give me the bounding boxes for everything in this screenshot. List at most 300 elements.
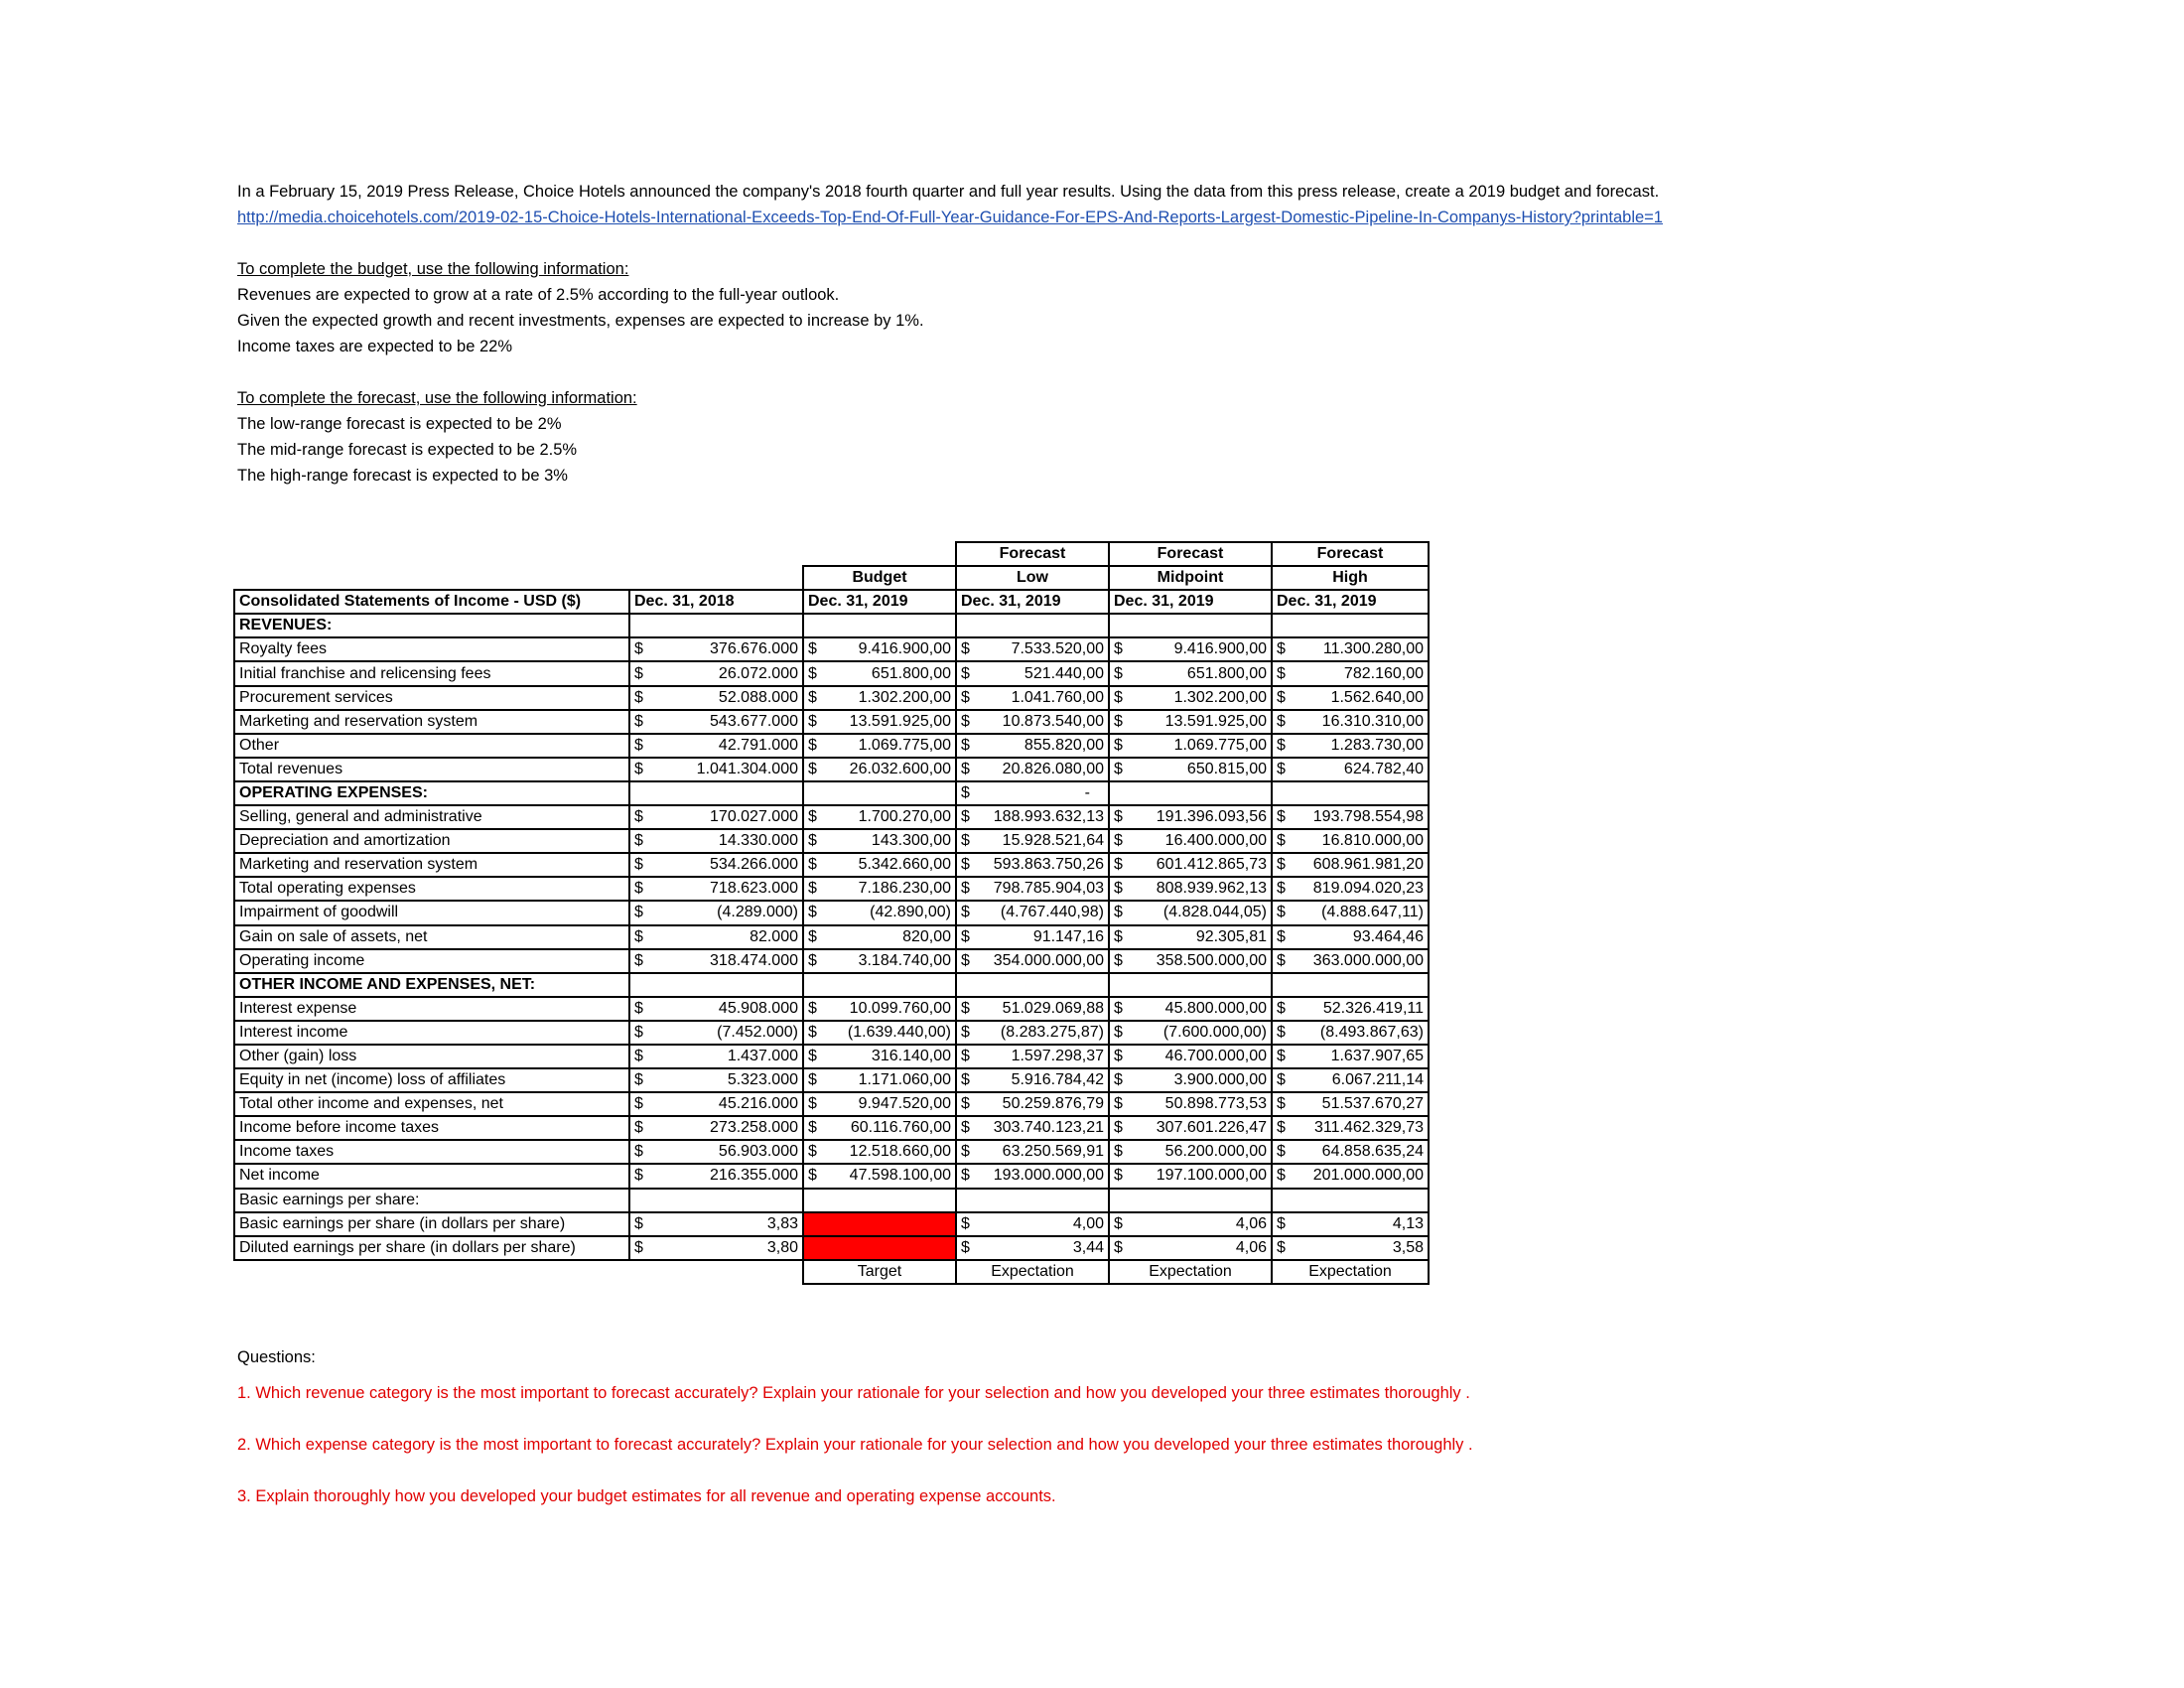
forecast-heading: To complete the forecast, use the following information: bbox=[237, 389, 637, 407]
dollar-sign: $ bbox=[629, 829, 657, 853]
dollar-sign: $ bbox=[1277, 1119, 1286, 1137]
forecast-mid-value bbox=[1109, 710, 1272, 734]
forecast-mid-value bbox=[1109, 1021, 1272, 1045]
row-label: Gain on sale of assets, net bbox=[234, 925, 629, 949]
forecast-mid-value bbox=[1109, 1116, 1272, 1140]
forecast-low-value bbox=[956, 1164, 1109, 1188]
empty-cell bbox=[1109, 973, 1272, 997]
forecast-low-value bbox=[956, 901, 1109, 924]
empty-cell bbox=[1109, 1189, 1272, 1212]
forecast-mid-value bbox=[1109, 758, 1272, 781]
cell-value: 20.826.080,00 bbox=[1002, 760, 1104, 777]
table-row bbox=[234, 1045, 1429, 1068]
forecast-high-value bbox=[1272, 1236, 1429, 1260]
cell-value: 593.863.750,26 bbox=[993, 856, 1104, 874]
cell-value: 50.898.773,53 bbox=[1164, 1095, 1267, 1113]
dollar-sign: $ bbox=[808, 640, 817, 658]
cell-value: 601.412.865,73 bbox=[1156, 856, 1267, 874]
eps-target-cell bbox=[803, 1212, 956, 1236]
forecast-low-value bbox=[956, 1140, 1109, 1164]
dollar-sign: $ bbox=[1277, 904, 1286, 921]
dollar-sign: $ bbox=[1114, 880, 1123, 898]
dash: - bbox=[1084, 783, 1090, 801]
forecast-high-value bbox=[1272, 637, 1429, 661]
cell-value: (42.890,00) bbox=[870, 904, 951, 921]
empty-cell bbox=[1109, 781, 1272, 805]
cell-value: 1.171.060,00 bbox=[858, 1071, 951, 1089]
cell-value: 1.302.200,00 bbox=[858, 688, 951, 706]
dollar-sign: $ bbox=[629, 1045, 657, 1068]
cell-value: 651.800,00 bbox=[1186, 664, 1267, 682]
footer-row bbox=[234, 1260, 1429, 1284]
question-1: 1. Which revenue category is the most important to forecast accurately? Explain your rationale for your selection and how you developed your three estimates thoroughly . bbox=[237, 1384, 1470, 1402]
budget-line: Income taxes are expected to be 22% bbox=[237, 338, 513, 355]
cell-value: 52.326.419,11 bbox=[1322, 999, 1424, 1017]
footer-expectation-low: Expectation bbox=[956, 1260, 1109, 1284]
dollar-sign: $ bbox=[1114, 640, 1123, 658]
dollar-sign: $ bbox=[1114, 808, 1123, 826]
value-2018: 5.323.000 bbox=[657, 1068, 803, 1092]
dollar-sign: $ bbox=[1277, 664, 1286, 682]
footer-expectation-mid: Expectation bbox=[1109, 1260, 1272, 1284]
budget-value bbox=[803, 710, 956, 734]
dollar-sign: $ bbox=[961, 832, 970, 850]
forecast-low-value bbox=[956, 734, 1109, 758]
cell-value: 521.440,00 bbox=[1024, 664, 1104, 682]
cell-value: 1.069.775,00 bbox=[858, 736, 951, 754]
value-2018: (4.289.000) bbox=[657, 901, 803, 924]
forecast-mid-value bbox=[1109, 829, 1272, 853]
cell-value: 820,00 bbox=[902, 927, 951, 945]
forecast-high-value bbox=[1272, 686, 1429, 710]
income-statement-table bbox=[233, 541, 1430, 1285]
row-label: Impairment of goodwill bbox=[234, 901, 629, 924]
cell-value: 303.740.123,21 bbox=[993, 1119, 1104, 1137]
budget-value bbox=[803, 1021, 956, 1045]
forecast-mid-value bbox=[1109, 949, 1272, 973]
cell-value: 13.591.925,00 bbox=[1164, 712, 1267, 730]
low-header: Low bbox=[956, 566, 1109, 590]
dollar-sign: $ bbox=[961, 1023, 970, 1041]
dollar-sign: $ bbox=[1114, 1071, 1123, 1089]
table-row bbox=[234, 758, 1429, 781]
forecast-high-value bbox=[1272, 1021, 1429, 1045]
forecast-high-value bbox=[1272, 877, 1429, 901]
dollar-sign: $ bbox=[808, 1048, 817, 1065]
question-3: 3. Explain thoroughly how you developed your budget estimates for all revenue and operating expense accounts. bbox=[237, 1487, 1056, 1505]
dollar-sign: $ bbox=[1277, 712, 1286, 730]
cell-value: 9.416.900,00 bbox=[1173, 640, 1267, 658]
cell-value: 16.310.310,00 bbox=[1321, 712, 1424, 730]
table-row bbox=[234, 1068, 1429, 1092]
dollar-sign: $ bbox=[961, 999, 970, 1017]
table-row bbox=[234, 1212, 1429, 1236]
cell-value: 51.029.069,88 bbox=[1002, 999, 1104, 1017]
forecast-low-value bbox=[956, 949, 1109, 973]
value-2018: 318.474.000 bbox=[657, 949, 803, 973]
dollar-sign: $ bbox=[1277, 1048, 1286, 1065]
forecast-low-header: Forecast bbox=[956, 542, 1109, 566]
value-2018: 42.791.000 bbox=[657, 734, 803, 758]
budget-value bbox=[803, 997, 956, 1021]
forecast-mid-value bbox=[1109, 853, 1272, 877]
dollar-sign: $ bbox=[808, 1167, 817, 1185]
row-label: Basic earnings per share (in dollars per share) bbox=[234, 1212, 629, 1236]
value-2018: 543.677.000 bbox=[657, 710, 803, 734]
forecast-high-value bbox=[1272, 1068, 1429, 1092]
empty-cell bbox=[1109, 614, 1272, 637]
row-label: Initial franchise and relicensing fees bbox=[234, 661, 629, 685]
dollar-sign: $ bbox=[1277, 927, 1286, 945]
budget-value bbox=[803, 758, 956, 781]
value-2018: 3,80 bbox=[657, 1236, 803, 1260]
forecast-low-value bbox=[956, 1116, 1109, 1140]
dollar-sign: $ bbox=[808, 999, 817, 1017]
empty-cell bbox=[1272, 973, 1429, 997]
dollar-sign: $ bbox=[1114, 832, 1123, 850]
row-label: Equity in net (income) loss of affiliates bbox=[234, 1068, 629, 1092]
dollar-sign: $ bbox=[629, 1116, 657, 1140]
dollar-sign: $ bbox=[629, 758, 657, 781]
budget-value bbox=[803, 1068, 956, 1092]
row-label: Net income bbox=[234, 1164, 629, 1188]
cell-value: (4.767.440,98) bbox=[1000, 904, 1104, 921]
forecast-low-value bbox=[956, 1236, 1109, 1260]
cell-value: 358.500.000,00 bbox=[1156, 951, 1267, 969]
row-label: Income before income taxes bbox=[234, 1116, 629, 1140]
cell-value: (7.600.000,00) bbox=[1162, 1023, 1267, 1041]
row-label: Interest expense bbox=[234, 997, 629, 1021]
dollar-sign: $ bbox=[1277, 880, 1286, 898]
budget-value bbox=[803, 1140, 956, 1164]
cell-value: 819.094.020,23 bbox=[1312, 880, 1424, 898]
budget-value bbox=[803, 637, 956, 661]
cell-value: 4,13 bbox=[1392, 1214, 1424, 1232]
intro-text: In a February 15, 2019 Press Release, Choice Hotels announced the company's 2018 fourth quarter and full year results. Using the data from this press release, create a 2019 budget and forecast. bbox=[237, 183, 1660, 201]
row-label: Income taxes bbox=[234, 1140, 629, 1164]
cell-value: 3.184.740,00 bbox=[858, 951, 951, 969]
dollar-sign: $ bbox=[961, 927, 970, 945]
cell-value: 354.000.000,00 bbox=[993, 951, 1104, 969]
dollar-sign: $ bbox=[1114, 688, 1123, 706]
forecast-mid-value bbox=[1109, 686, 1272, 710]
cell-value: 1.041.760,00 bbox=[1011, 688, 1104, 706]
dollar-sign: $ bbox=[808, 1023, 817, 1041]
forecast-high-value bbox=[1272, 805, 1429, 829]
dollar-sign: $ bbox=[1277, 1214, 1286, 1232]
dollar-sign: $ bbox=[1114, 1095, 1123, 1113]
dollar-sign: $ bbox=[961, 880, 970, 898]
questions-heading: Questions: bbox=[237, 1348, 316, 1366]
footer-expectation-high: Expectation bbox=[1272, 1260, 1429, 1284]
questions-block bbox=[237, 1344, 1473, 1509]
eps-label: Basic earnings per share: bbox=[234, 1189, 629, 1212]
dollar-sign: $ bbox=[629, 1164, 657, 1188]
dollar-sign: $ bbox=[961, 1214, 970, 1232]
cell-value: 12.518.660,00 bbox=[849, 1143, 951, 1161]
row-label: Total revenues bbox=[234, 758, 629, 781]
table-row bbox=[234, 877, 1429, 901]
cell-value: 188.993.632,13 bbox=[993, 808, 1104, 826]
cell-value: 1.069.775,00 bbox=[1173, 736, 1267, 754]
budget-header: Budget bbox=[803, 566, 956, 590]
dollar-sign: $ bbox=[808, 712, 817, 730]
cell-value: 46.700.000,00 bbox=[1164, 1048, 1267, 1065]
forecast-high-value bbox=[1272, 1045, 1429, 1068]
cell-value: 10.099.760,00 bbox=[849, 999, 951, 1017]
row-label: Total operating expenses bbox=[234, 877, 629, 901]
question-2: 2. Which expense category is the most important to forecast accurately? Explain your rationale for your selection and how you developed your three estimates thoroughly . bbox=[237, 1436, 1473, 1454]
forecast-low-value bbox=[956, 805, 1109, 829]
forecast-mid-value bbox=[1109, 925, 1272, 949]
row-label: Marketing and reservation system bbox=[234, 853, 629, 877]
dollar-sign: $ bbox=[1114, 951, 1123, 969]
cell-value: 1.302.200,00 bbox=[1173, 688, 1267, 706]
dollar-sign: $ bbox=[1277, 1071, 1286, 1089]
cell-value: 808.939.962,13 bbox=[1156, 880, 1267, 898]
empty-cell bbox=[1272, 1189, 1429, 1212]
cell-value: 143.300,00 bbox=[871, 832, 951, 850]
cell-value: 63.250.569,91 bbox=[1002, 1143, 1104, 1161]
dollar-sign: $ bbox=[961, 1119, 970, 1137]
cell-value: 15.928.521,64 bbox=[1002, 832, 1104, 850]
eps-target-cell bbox=[803, 1236, 956, 1260]
forecast-low-value bbox=[956, 1068, 1109, 1092]
value-2018: 45.216.000 bbox=[657, 1092, 803, 1116]
budget-value bbox=[803, 901, 956, 924]
budget-value bbox=[803, 734, 956, 758]
table-row bbox=[234, 1092, 1429, 1116]
dollar-sign: $ bbox=[808, 664, 817, 682]
dollar-sign: $ bbox=[961, 1095, 970, 1113]
high-header: High bbox=[1272, 566, 1429, 590]
forecast-high-value bbox=[1272, 997, 1429, 1021]
dollar-sign: $ bbox=[1114, 927, 1123, 945]
cell-value: 47.598.100,00 bbox=[849, 1167, 951, 1185]
dollar-sign: $ bbox=[808, 688, 817, 706]
row-label: Selling, general and administrative bbox=[234, 805, 629, 829]
forecast-low-value bbox=[956, 1021, 1109, 1045]
dollar-sign: $ bbox=[629, 661, 657, 685]
intro-block bbox=[237, 179, 1663, 489]
statement-title: Consolidated Statements of Income - USD ($) bbox=[234, 590, 629, 614]
forecast-mid-value bbox=[1109, 1212, 1272, 1236]
forecast-high-value bbox=[1272, 853, 1429, 877]
forecast-high-value bbox=[1272, 1092, 1429, 1116]
date-mid-2019: Dec. 31, 2019 bbox=[1109, 590, 1272, 614]
budget-value bbox=[803, 661, 956, 685]
forecast-mid-value bbox=[1109, 1236, 1272, 1260]
cell-value: 45.800.000,00 bbox=[1164, 999, 1267, 1017]
dollar-sign: $ bbox=[808, 856, 817, 874]
cell-value: 193.798.554,98 bbox=[1312, 808, 1424, 826]
empty-cell bbox=[1272, 614, 1429, 637]
cell-value: 56.200.000,00 bbox=[1164, 1143, 1267, 1161]
table-row bbox=[234, 734, 1429, 758]
cell-value: 9.947.520,00 bbox=[858, 1095, 951, 1113]
dollar-sign: $ bbox=[629, 805, 657, 829]
dollar-sign: $ bbox=[961, 712, 970, 730]
cell-value: (1.639.440,00) bbox=[847, 1023, 951, 1041]
budget-value bbox=[803, 1164, 956, 1188]
cell-value: 1.283.730,00 bbox=[1330, 736, 1424, 754]
dollar-sign: $ bbox=[961, 760, 970, 777]
forecast-mid-value bbox=[1109, 661, 1272, 685]
dollar-sign: $ bbox=[1114, 1143, 1123, 1161]
forecast-mid-value bbox=[1109, 734, 1272, 758]
dollar-sign: $ bbox=[808, 808, 817, 826]
dollar-sign: $ bbox=[961, 783, 970, 801]
forecast-high-value bbox=[1272, 949, 1429, 973]
other-section-row bbox=[234, 973, 1429, 997]
cell-value: 1.562.640,00 bbox=[1330, 688, 1424, 706]
cell-value: 6.067.211,14 bbox=[1331, 1071, 1424, 1089]
dollar-sign: $ bbox=[1114, 1119, 1123, 1137]
dollar-sign: $ bbox=[629, 853, 657, 877]
forecast-low-value bbox=[956, 1045, 1109, 1068]
header-row-type bbox=[234, 566, 1429, 590]
empty-cell bbox=[629, 973, 803, 997]
dollar-sign: $ bbox=[1277, 999, 1286, 1017]
forecast-mid-value bbox=[1109, 805, 1272, 829]
dollar-sign: $ bbox=[1277, 1023, 1286, 1041]
empty-cell bbox=[629, 1260, 803, 1284]
forecast-mid-value bbox=[1109, 901, 1272, 924]
forecast-low-value bbox=[956, 853, 1109, 877]
budget-value bbox=[803, 805, 956, 829]
budget-line: Given the expected growth and recent investments, expenses are expected to increase by 1%. bbox=[237, 312, 924, 330]
dollar-sign: $ bbox=[1277, 832, 1286, 850]
dollar-sign: $ bbox=[1277, 951, 1286, 969]
date-2018: Dec. 31, 2018 bbox=[629, 590, 803, 614]
dollar-sign: $ bbox=[961, 1238, 970, 1256]
dollar-sign: $ bbox=[1114, 999, 1123, 1017]
cell-value: (8.493.867,63) bbox=[1319, 1023, 1424, 1041]
value-2018: 56.903.000 bbox=[657, 1140, 803, 1164]
dollar-sign: $ bbox=[808, 832, 817, 850]
forecast-low-value bbox=[956, 1092, 1109, 1116]
empty-cell bbox=[956, 614, 1109, 637]
dollar-sign: $ bbox=[1277, 856, 1286, 874]
cell-value: 92.305,81 bbox=[1195, 927, 1267, 945]
table-row bbox=[234, 710, 1429, 734]
dollar-sign: $ bbox=[1114, 712, 1123, 730]
dollar-sign: $ bbox=[1277, 1238, 1286, 1256]
press-release-link[interactable]: http://media.choicehotels.com/2019-02-15-Choice-Hotels-International-Exceeds-Top-End-Of-Full-Year-Guidance-For-EPS-And-Reports-Largest-Domestic-Pipeline-In-Companys-History?printable=1 bbox=[237, 209, 1663, 226]
forecast-line: The mid-range forecast is expected to be 2.5% bbox=[237, 441, 578, 459]
date-budget-2019: Dec. 31, 2019 bbox=[803, 590, 956, 614]
section-label: OTHER INCOME AND EXPENSES, NET: bbox=[234, 973, 629, 997]
dollar-sign: $ bbox=[629, 1068, 657, 1092]
cell-value: 16.810.000,00 bbox=[1321, 832, 1424, 850]
cell-value: 201.000.000,00 bbox=[1312, 1167, 1424, 1185]
dollar-sign: $ bbox=[629, 949, 657, 973]
cell-value: 3.900.000,00 bbox=[1173, 1071, 1267, 1089]
cell-value: 651.800,00 bbox=[871, 664, 951, 682]
forecast-mid-value bbox=[1109, 637, 1272, 661]
forecast-mid-value bbox=[1109, 877, 1272, 901]
row-label: Interest income bbox=[234, 1021, 629, 1045]
cell-value: 316.140,00 bbox=[871, 1048, 951, 1065]
forecast-high-value bbox=[1272, 901, 1429, 924]
table-row bbox=[234, 1116, 1429, 1140]
dollar-sign: $ bbox=[1114, 904, 1123, 921]
section-label: REVENUES: bbox=[234, 614, 629, 637]
cell-value: 191.396.093,56 bbox=[1156, 808, 1267, 826]
row-label: Royalty fees bbox=[234, 637, 629, 661]
cell-value: 5.916.784,42 bbox=[1011, 1071, 1104, 1089]
dollar-sign: $ bbox=[961, 664, 970, 682]
cell-value: 608.961.981,20 bbox=[1312, 856, 1424, 874]
cell-value: 307.601.226,47 bbox=[1156, 1119, 1267, 1137]
dollar-sign: $ bbox=[808, 1095, 817, 1113]
dollar-sign: $ bbox=[629, 734, 657, 758]
cell-value: 5.342.660,00 bbox=[858, 856, 951, 874]
dollar-sign: $ bbox=[1277, 760, 1286, 777]
forecast-high-value bbox=[1272, 1116, 1429, 1140]
cell-value: 60.116.760,00 bbox=[850, 1119, 951, 1137]
value-2018: (7.452.000) bbox=[657, 1021, 803, 1045]
table-row bbox=[234, 949, 1429, 973]
dollar-sign: $ bbox=[629, 686, 657, 710]
forecast-high-value bbox=[1272, 925, 1429, 949]
revenues-section-row bbox=[234, 614, 1429, 637]
budget-value bbox=[803, 925, 956, 949]
value-2018: 3,83 bbox=[657, 1212, 803, 1236]
forecast-high-value bbox=[1272, 829, 1429, 853]
dollar-sign: $ bbox=[1277, 688, 1286, 706]
dollar-sign: $ bbox=[629, 1236, 657, 1260]
value-2018: 534.266.000 bbox=[657, 853, 803, 877]
forecast-high-header: Forecast bbox=[1272, 542, 1429, 566]
value-2018: 216.355.000 bbox=[657, 1164, 803, 1188]
forecast-line: The high-range forecast is expected to be 3% bbox=[237, 467, 568, 485]
cell-value: 311.462.329,73 bbox=[1313, 1119, 1424, 1137]
table-row bbox=[234, 1140, 1429, 1164]
dollar-sign: $ bbox=[961, 1143, 970, 1161]
budget-line: Revenues are expected to grow at a rate of 2.5% according to the full-year outlook. bbox=[237, 286, 840, 304]
dollar-sign: $ bbox=[1277, 736, 1286, 754]
budget-value bbox=[803, 853, 956, 877]
cell-value: 798.785.904,03 bbox=[993, 880, 1104, 898]
row-label: Other (gain) loss bbox=[234, 1045, 629, 1068]
cell-value: (4.828.044,05) bbox=[1162, 904, 1267, 921]
cell-value: 91.147,16 bbox=[1032, 927, 1104, 945]
cell-value: 4,06 bbox=[1235, 1238, 1267, 1256]
dollar-sign: $ bbox=[961, 688, 970, 706]
footer-target: Target bbox=[803, 1260, 956, 1284]
forecast-low-value bbox=[956, 661, 1109, 685]
cell-value: 13.591.925,00 bbox=[849, 712, 951, 730]
header-row-forecast bbox=[234, 542, 1429, 566]
dollar-sign: $ bbox=[1277, 1143, 1286, 1161]
dollar-sign: $ bbox=[629, 1140, 657, 1164]
empty-cell bbox=[1272, 781, 1429, 805]
dollar-sign: $ bbox=[1277, 1167, 1286, 1185]
table-row bbox=[234, 829, 1429, 853]
budget-value bbox=[803, 877, 956, 901]
dollar-sign: $ bbox=[808, 1071, 817, 1089]
dollar-sign: $ bbox=[808, 880, 817, 898]
forecast-low-value bbox=[956, 829, 1109, 853]
cell-value: 4,06 bbox=[1235, 1214, 1267, 1232]
dollar-sign: $ bbox=[1114, 1238, 1123, 1256]
value-2018: 45.908.000 bbox=[657, 997, 803, 1021]
value-2018: 52.088.000 bbox=[657, 686, 803, 710]
forecast-low-value bbox=[956, 758, 1109, 781]
budget-value bbox=[803, 1116, 956, 1140]
cell-value: 3,44 bbox=[1072, 1238, 1104, 1256]
